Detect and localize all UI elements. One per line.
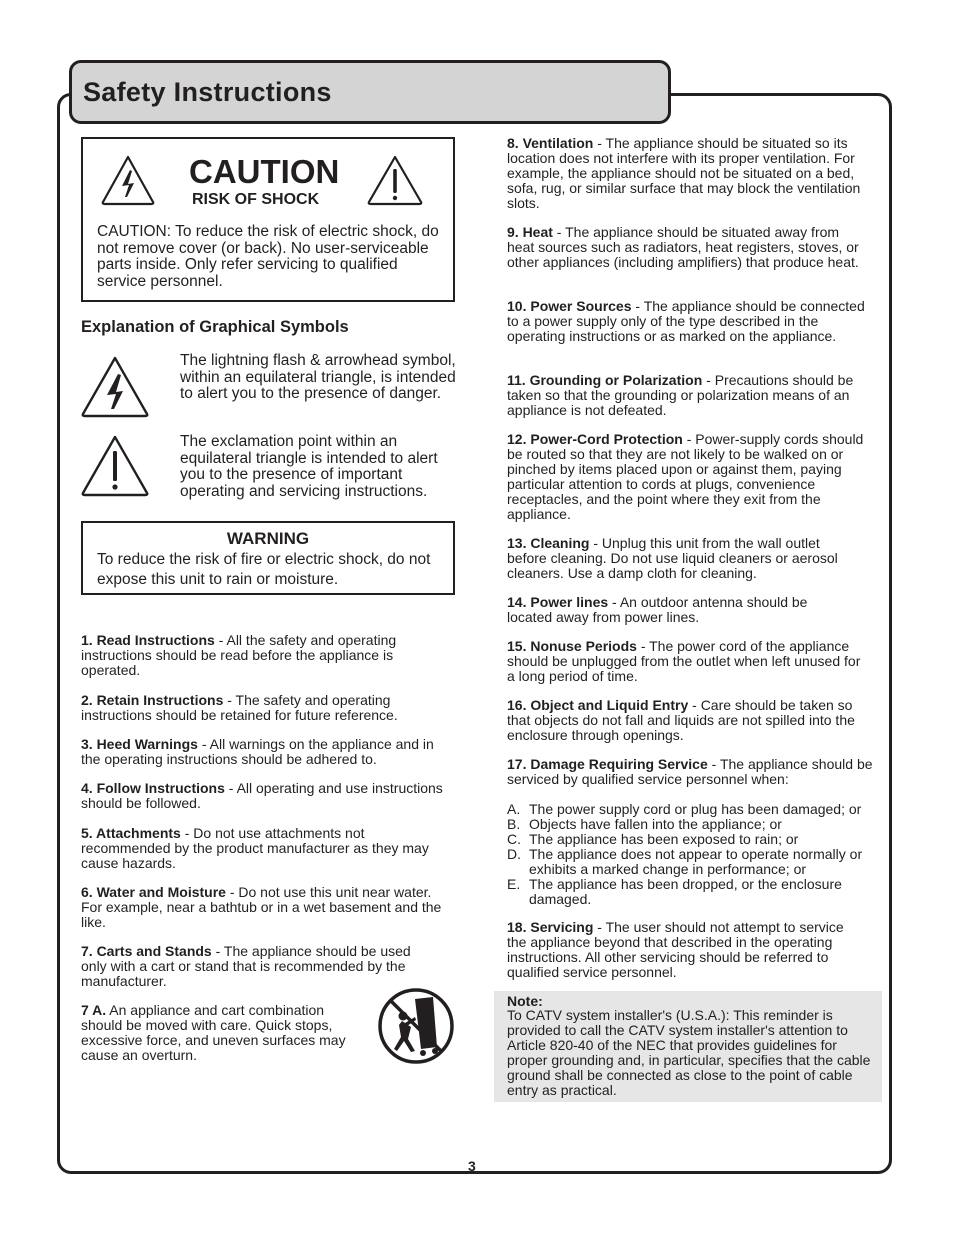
- item-text: - The appliance should be serviced by qualified service personnel when:: [507, 756, 873, 787]
- list-item: [507, 847, 887, 877]
- symbols-heading: Explanation of Graphical Symbols: [81, 318, 349, 336]
- item-label: 15. Nonuse Periods: [507, 638, 637, 654]
- item-text: - Unplug this unit from the wall outlet before cleaning. Do not use liquid cleaners or aerosol cleaners. Use a damp cloth for cleaning.: [507, 535, 838, 581]
- item-text: The appliance has been dropped, or the enclosure damaged.: [529, 876, 842, 907]
- caution-title: CAUTION: [189, 153, 340, 190]
- list-item: [81, 781, 456, 811]
- item-label: 7 A.: [81, 1002, 107, 1018]
- header-tab: [69, 60, 671, 124]
- item-text: The power supply cord or plug has been damaged; or: [529, 801, 862, 817]
- item-label: 12. Power-Cord Protection: [507, 431, 683, 447]
- item-text: - The appliance should be used only with a cart or stand that is recommended by the manufacturer.: [81, 943, 411, 989]
- list-item: [507, 920, 867, 980]
- item-letter: C.: [507, 831, 521, 847]
- list-item: [507, 832, 887, 847]
- item-label: 8. Ventilation: [507, 135, 594, 151]
- warning-title: WARNING: [226, 529, 310, 548]
- page-title: Safety Instructions: [83, 77, 332, 107]
- caution-text: CAUTION: To reduce the risk of electric shock, do not remove cover (or back). No user-serviceable parts inside. Only refer servicing to qualified service personnel.: [97, 223, 439, 290]
- item-text: - The user should not attempt to service the appliance beyond that described in the operating instructions. All other servicing should be referred to qualified service personnel.: [507, 919, 844, 980]
- item-text: The appliance does not appear to operate normally or exhibits a marked change in performance; or: [529, 846, 863, 877]
- item-label: 13. Cleaning: [507, 535, 590, 551]
- list-item: [507, 802, 887, 817]
- item-label: 11. Grounding or Polarization: [507, 372, 703, 388]
- item-text: An appliance and cart combination should be moved with care. Quick stops, excessive force, and uneven surfaces may cause an overturn.: [81, 1002, 346, 1063]
- page-number: 3: [468, 1158, 476, 1174]
- list-item: [507, 299, 872, 344]
- item-text: - The appliance should be situated away from heat sources such as radiators, heat registers, stoves, or other appliances (including amplifiers) that produce heat.: [507, 224, 859, 270]
- list-item: [507, 373, 875, 418]
- list-item: [507, 536, 842, 581]
- item-label: 14. Power lines: [507, 594, 609, 610]
- cart-tipover-icon: [377, 987, 455, 1065]
- list-item: [81, 693, 456, 723]
- warning-text: To reduce the risk of fire or electric shock, do not expose this unit to rain or moisture.: [97, 551, 431, 588]
- warning-box: [81, 521, 455, 595]
- item-text: - An outdoor antenna should be located away from power lines.: [507, 594, 808, 625]
- exclamation-triangle-icon: [366, 154, 424, 206]
- item-label: 1. Read Instructions: [81, 632, 215, 648]
- item-letter: A.: [507, 801, 521, 817]
- lightning-symbol-text: The lightning flash & arrowhead symbol, within an equilateral triangle, is intended to alert you to the presence of danger.: [180, 352, 456, 402]
- note-title: Note:: [507, 993, 543, 1009]
- list-item: [507, 698, 879, 743]
- item-letter: B.: [507, 816, 521, 832]
- item-letter: D.: [507, 846, 521, 862]
- caution-subtitle: RISK OF SHOCK: [192, 191, 320, 208]
- lightning-triangle-icon: [100, 154, 156, 206]
- note-box: [494, 991, 882, 1102]
- service-conditions-list: [507, 802, 887, 907]
- item-label: 5. Attachments: [81, 825, 181, 841]
- item-label: 17. Damage Requiring Service: [507, 756, 708, 772]
- item-label: 6. Water and Moisture: [81, 884, 226, 900]
- list-item: [507, 757, 879, 787]
- item-text: - All operating and use instructions should be followed.: [81, 780, 443, 811]
- exclamation-symbol-text: The exclamation point within an equilateral triangle is intended to alert you to the presence of important operating and servicing instructions.: [180, 433, 438, 500]
- caution-box: [81, 137, 455, 302]
- item-label: 2. Retain Instructions: [81, 692, 224, 708]
- item-text: - Precautions should be taken so that the grounding or polarization means of an appliance is not defeated.: [507, 372, 854, 418]
- lightning-triangle-icon: [80, 355, 150, 419]
- list-item: [507, 225, 862, 270]
- item-text: - Care should be taken so that objects do not fall and liquids are not spilled into the enclosure through openings.: [507, 697, 855, 743]
- item-text: - All warnings on the appliance and in the operating instructions should be adhered to.: [81, 736, 434, 767]
- item-text: - Do not use attachments not recommended by the product manufacturer as they may cause hazards.: [81, 825, 429, 871]
- list-item: [81, 633, 456, 678]
- item-text: - The safety and operating instructions should be retained for future reference.: [81, 692, 398, 723]
- item-label: 10. Power Sources: [507, 298, 632, 314]
- list-item: [81, 885, 453, 930]
- list-item: [507, 136, 879, 211]
- item-label: 7. Carts and Stands: [81, 943, 212, 959]
- list-item: [507, 877, 887, 907]
- item-label: 16. Object and Liquid Entry: [507, 697, 689, 713]
- item-text: Objects have fallen into the appliance; or: [529, 816, 782, 832]
- item-label: 18. Servicing: [507, 919, 594, 935]
- item-text: - Power-supply cords should be routed so that they are not likely to be walked on or pinched by items placed upon or against them, paying particular attention to cords at plugs, convenience receptacles, and the point where they exit from the appliance.: [507, 431, 864, 522]
- list-item: [507, 817, 887, 832]
- item-letter: E.: [507, 876, 521, 892]
- item-text: - All the safety and operating instructions should be read before the appliance is operated.: [81, 632, 397, 678]
- note-text: To CATV system installer's (U.S.A.): This reminder is provided to call the CATV system installer's attention to Article 820-40 of the NEC that provides guidelines for proper grounding and, in particular, specifies that the cable ground shall be connected as close to the point of cable entry as practical.: [507, 1007, 871, 1098]
- list-item: [507, 639, 872, 684]
- item-text: - The power cord of the appliance should be unplugged from the outlet when left unused for a long period of time.: [507, 638, 861, 684]
- list-item: [507, 595, 837, 625]
- list-item: [81, 826, 451, 871]
- list-item: [507, 432, 877, 522]
- exclamation-triangle-icon: [80, 434, 150, 498]
- list-item: [81, 944, 431, 989]
- item-label: 9. Heat: [507, 224, 553, 240]
- item-text: - Do not use this unit near water. For example, near a bathtub or in a wet basement and the like.: [81, 884, 442, 930]
- item-text: - The appliance should be connected to a power supply only of the type described in the operating instructions or as marked on the appliance.: [507, 298, 865, 344]
- list-item: [81, 737, 456, 767]
- list-item: [81, 1003, 366, 1063]
- item-text: The appliance has been exposed to rain; or: [529, 831, 799, 847]
- item-label: 3. Heed Warnings: [81, 736, 198, 752]
- item-label: 4. Follow Instructions: [81, 780, 225, 796]
- item-text: - The appliance should be situated so its location does not interfere with its proper ventilation. For example, the appliance should not be situated on a bed, sofa, rug, or similar surface that may block the ventilation slots.: [507, 135, 861, 211]
